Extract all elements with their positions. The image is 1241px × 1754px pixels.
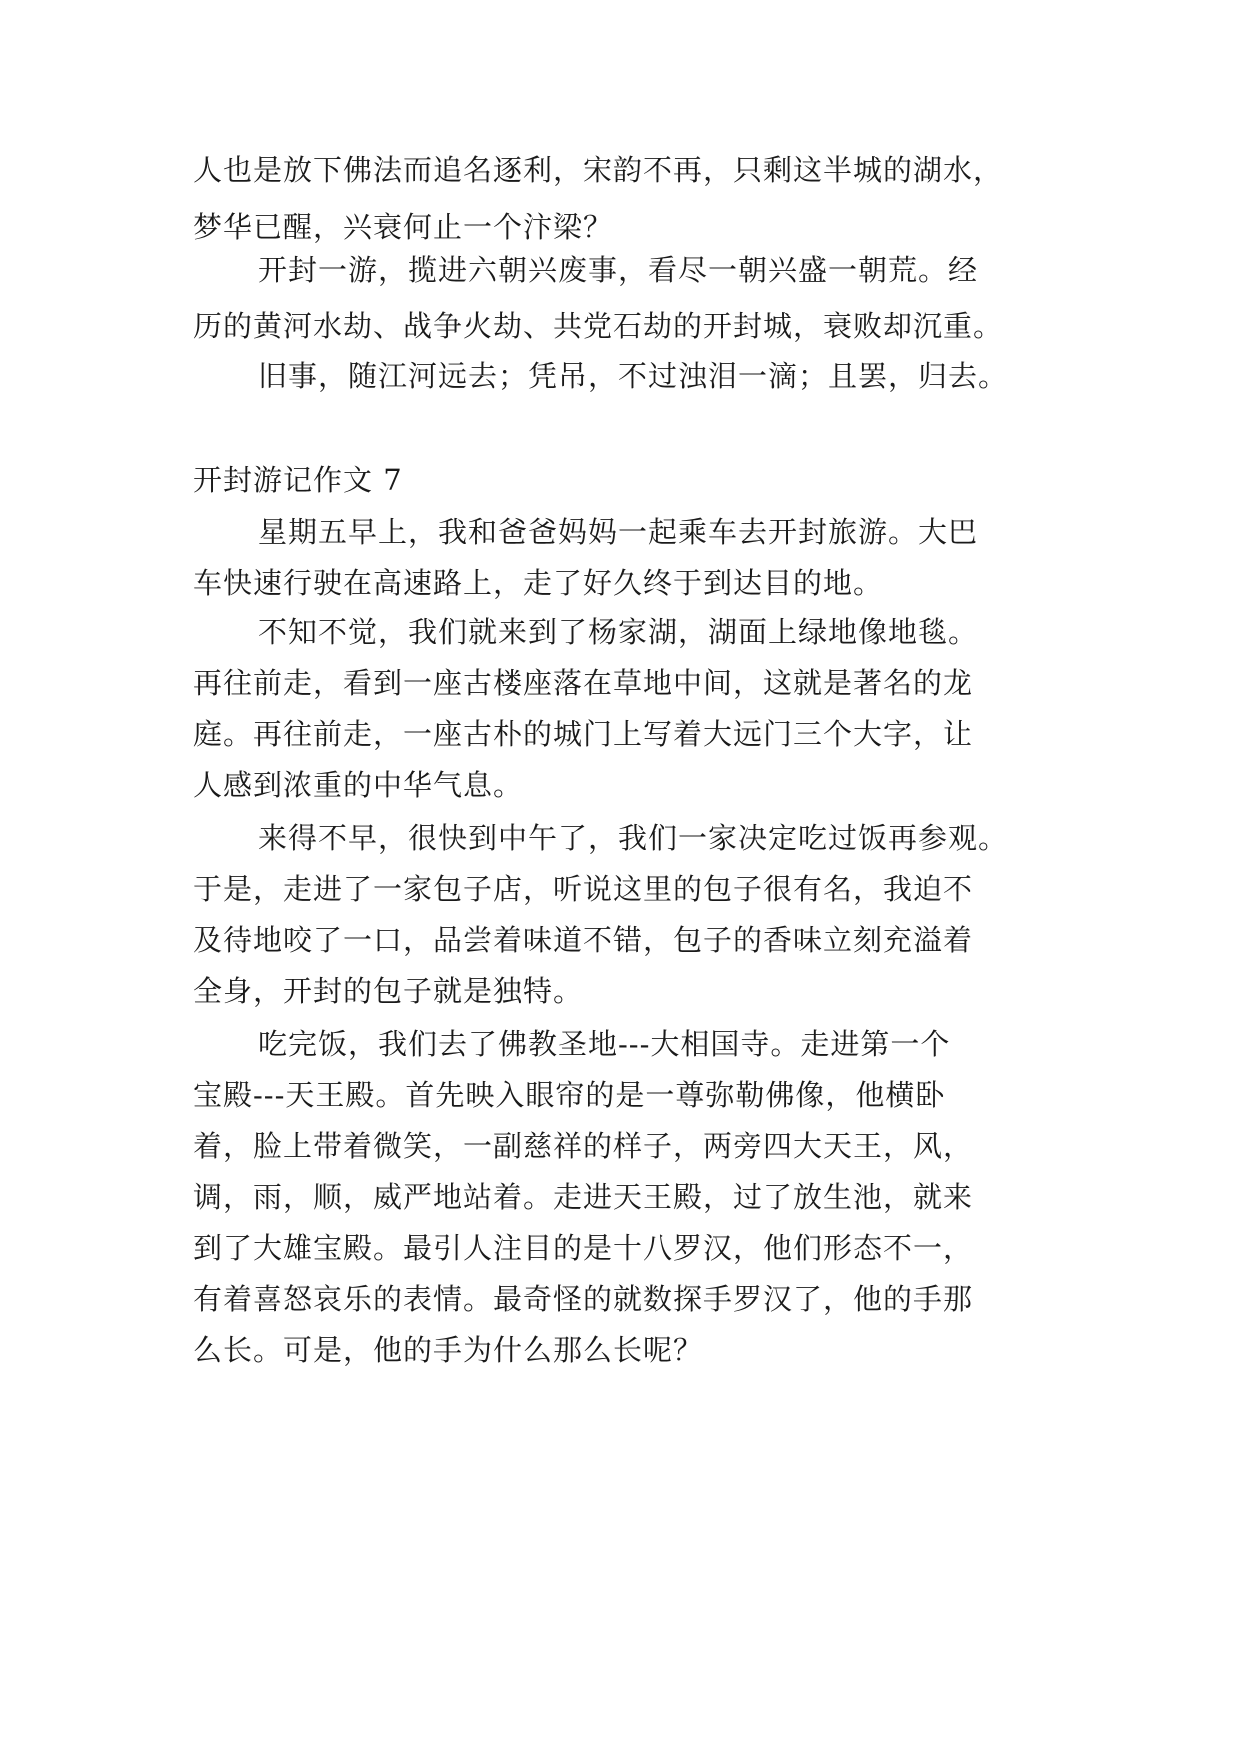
text-line: 庭。再往前走，一座古朴的城门上写着大远门三个大字，让 [193, 717, 974, 751]
document-page [193, 0, 1073, 1754]
paragraph-start: 旧事，随江河远去；凭吊，不过浊泪一滴；且罢，归去。 [258, 359, 1009, 393]
paragraph-start: 吃完饭，我们去了佛教圣地---大相国寺。走进第一个 [258, 1027, 951, 1061]
text-line: 梦华已醒，兴衰何止一个汴梁？ [193, 210, 614, 244]
text-line: 全身，开封的包子就是独特。 [193, 974, 584, 1008]
text-line: 人也是放下佛法而追名逐利，宋韵不再，只剩这半城的湖水， [193, 153, 1004, 187]
paragraph-start: 开封一游，揽进六朝兴废事，看尽一朝兴盛一朝荒。经 [258, 253, 979, 287]
paragraph-start: 不知不觉，我们就来到了杨家湖，湖面上绿地像地毯。 [258, 615, 979, 649]
text-line: 车快速行驶在高速路上，走了好久终于到达目的地。 [193, 566, 884, 600]
text-line: 再往前走，看到一座古楼座落在草地中间，这就是著名的龙 [193, 666, 974, 700]
text-line: 历的黄河水劫、战争火劫、共党石劫的开封城，衰败却沉重。 [193, 309, 1004, 343]
text-line: 宝殿---天王殿。首先映入眼帘的是一尊弥勒佛像，他横卧 [193, 1078, 946, 1112]
text-line: 么长。可是，他的手为什么那么长呢？ [193, 1333, 704, 1367]
text-line: 调，雨，顺，威严地站着。走进天王殿，过了放生池，就来 [193, 1180, 974, 1214]
text-line: 于是，走进了一家包子店，听说这里的包子很有名，我迫不 [193, 872, 974, 906]
paragraph-start: 星期五早上，我和爸爸妈妈一起乘车去开封旅游。大巴 [258, 515, 979, 549]
text-line: 着，脸上带着微笑，一副慈祥的样子，两旁四大天王，风， [193, 1129, 974, 1163]
section-heading: 开封游记作文 7 [193, 463, 403, 497]
text-line: 人感到浓重的中华气息。 [193, 768, 524, 802]
text-line: 及待地咬了一口，品尝着味道不错，包子的香味立刻充溢着 [193, 923, 974, 957]
text-line: 到了大雄宝殿。最引人注目的是十八罗汉，他们形态不一， [193, 1231, 974, 1265]
text-line: 有着喜怒哀乐的表情。最奇怪的就数探手罗汉了，他的手那 [193, 1282, 974, 1316]
paragraph-start: 来得不早，很快到中午了，我们一家决定吃过饭再参观。 [258, 821, 1009, 855]
